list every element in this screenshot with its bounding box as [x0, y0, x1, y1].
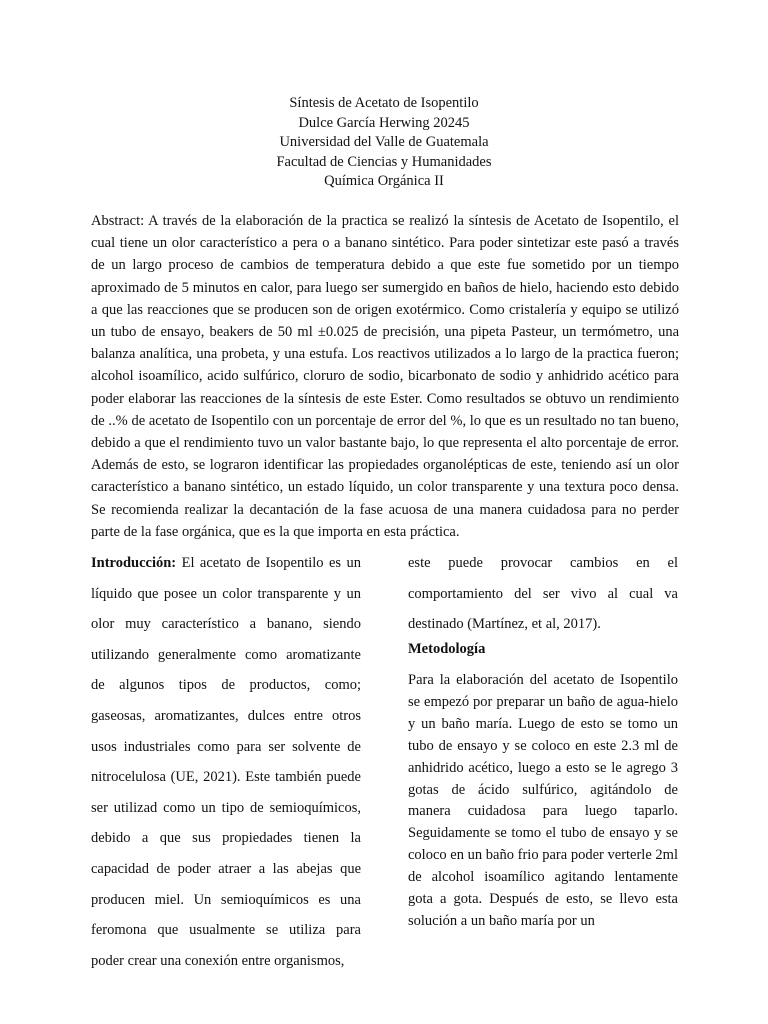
abstract-paragraph: Abstract: A través de la elaboración de la practica se realizó la síntesis de Acetato de Isopentilo, el cual tiene un olor característico a pera o a banano sintético. Para poder sintetizar este pasó a través de un largo proceso de cambios de temperatura debido a que este fue sometido por un tiempo aproximado de 5 minutos en calor, para luego ser sumergido en baños de hielo, haciendo esto debido a que las reacciones que se producen son de origen exotérmico. Como cristalería y equipo se utilizó un tubo de ensayo, beakers de 50 ml ±0.025 de precisión, una pipeta Pasteur, un termómetro, una balanza analítica, una probeta, y una estufa. Los reactivos utilizados a lo largo de la practica fueron; alcohol isoamílico, acido sulfúrico, cloruro de sodio, bicarbonato de sodio y anhidrido acético para poder elaborar las reacciones de la síntesis de este Ester. Como resultados se obtuvo un rendimiento de ..% de acetato de Isopentilo con un porcentaje de error del %, lo que es un resultado no tan bueno, debido a que el rendimiento tuvo un valor bastante bajo, lo que representa el alto porcentaje de error. Además de esto, se lograron identificar las propiedades organolépticas de este, teniendo así un olor característico a banano sintético, un estado líquido, un color transparente y una textura poco densa. Se recomienda realizar la decantación de la fase acuosa de una manera cuidadosa para no perder parte de la fase orgánica, que es la que importa en esta práctica. — [91, 213, 679, 540]
university-line: Universidad del Valle de Guatemala — [279, 134, 489, 150]
introduction-paragraph — [91, 548, 361, 976]
course-line: Química Orgánica II — [324, 173, 444, 189]
introduction-text: El acetato de Isopentilo es un líquido que posee un color transparente y un olor muy característico a banano, siendo utilizando generalmente como aromatizante de algunos tipos de productos, como; gaseosas, aromatizantes, dulces entre otros usos industriales como para ser solvente de nitrocelulosa (UE, 2021). Este también puede ser utilizad como un tipo de semioquímicos, debido a que sus propiedades tienen la capacidad de poder atraer a las abejas que producen miel. Un semioquímicos es una feromona que usualmente se utiliza para poder crear una conexión entre organismos, — [91, 555, 361, 969]
introduction-heading: Introducción: — [91, 555, 177, 571]
methodology-heading: Metodología — [408, 641, 486, 657]
methodology-paragraph: Para la elaboración del acetato de Isopentilo se empezó por preparar un baño de agua-hielo y un baño maría. Luego de esto se tomo un tubo de ensayo y se coloco en este 2.3 ml de anhidrido acético, luego a esto se le agrego 3 gotas de ácido sulfúrico, agitándolo de manera cuidadosa para luego taparlo. Seguidamente se tomo el tubo de ensayo y se coloco en un baño frio para poder verterle 2ml de alcohol isoamílico agitando lentamente gota a gota. Después de esto, se llevo esta solución a un baño maría por un — [408, 672, 678, 929]
title-block — [0, 94, 768, 192]
paper-title: Síntesis de Acetato de Isopentilo — [289, 95, 479, 111]
introduction-continuation: este puede provocar cambios en el comportamiento del ser vivo al cual va destinado (Martínez, et al, 2017). — [408, 555, 678, 633]
faculty-line: Facultad de Ciencias y Humanidades — [276, 153, 492, 170]
author-line: Dulce García Herwing 20245 — [298, 114, 470, 131]
